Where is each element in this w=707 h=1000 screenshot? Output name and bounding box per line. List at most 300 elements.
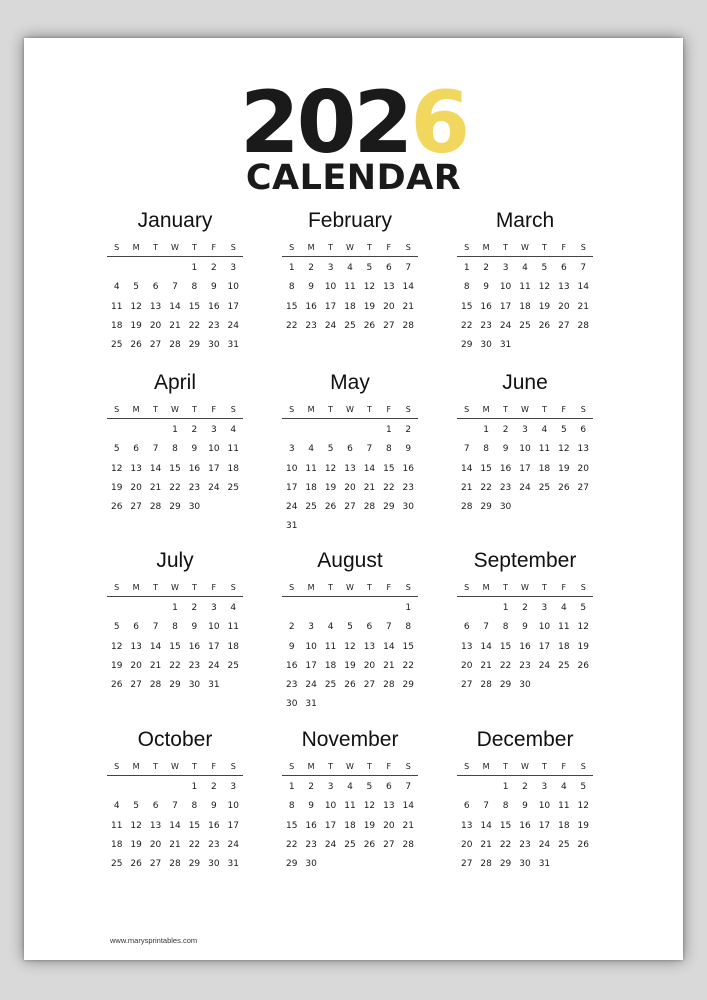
day-number: 22	[188, 839, 201, 850]
month-may	[282, 370, 418, 537]
empty-day-cell	[165, 259, 184, 278]
day-number: 23	[305, 320, 317, 331]
weekday-label: W	[521, 405, 529, 414]
weekday-label: S	[464, 762, 470, 771]
day-number: 26	[577, 839, 589, 850]
day-number: 18	[519, 301, 531, 312]
day-number: 13	[130, 641, 142, 652]
day-number: 31	[227, 340, 239, 351]
day-number: 19	[324, 482, 337, 493]
day-number: 25	[344, 839, 356, 850]
day-number: 11	[324, 641, 337, 652]
day-number: 14	[149, 463, 162, 474]
day-number: 23	[499, 482, 512, 493]
day-number: 15	[188, 301, 201, 312]
day-number: 11	[538, 444, 551, 455]
month-name: October	[137, 728, 213, 751]
empty-day-cell	[107, 599, 126, 618]
empty-day-cell	[146, 778, 165, 797]
month-august	[282, 548, 418, 715]
day-number: 24	[324, 320, 337, 331]
day-number: 14	[402, 801, 414, 812]
day-number: 6	[133, 444, 139, 455]
day-number: 29	[188, 340, 201, 351]
weekday-label: T	[153, 405, 158, 414]
weekday-label: S	[230, 583, 236, 592]
day-number: 16	[285, 660, 298, 671]
day-number: 21	[169, 320, 181, 331]
day-number: 6	[347, 444, 353, 455]
month-february	[282, 208, 418, 336]
day-number: 26	[110, 502, 123, 513]
day-number: 19	[344, 660, 356, 671]
day-number: 31	[285, 521, 298, 532]
day-number: 3	[541, 603, 548, 613]
weekday-header	[107, 759, 243, 776]
day-number: 21	[149, 660, 162, 671]
empty-day-cell	[301, 599, 320, 618]
day-number: 4	[327, 622, 334, 633]
day-number: 27	[149, 340, 162, 351]
day-number: 10	[324, 282, 337, 293]
day-number: 3	[541, 782, 548, 792]
weekday-label: M	[132, 243, 140, 252]
day-number: 17	[499, 301, 512, 312]
day-number: 8	[288, 801, 295, 812]
weekday-label: F	[211, 243, 217, 252]
weekday-label: F	[211, 583, 217, 592]
day-number: 24	[499, 320, 512, 331]
day-number: 5	[113, 622, 120, 633]
day-number: 12	[130, 820, 142, 831]
weekday-header	[107, 240, 243, 257]
month-november	[282, 727, 418, 874]
day-number: 29	[383, 502, 395, 513]
day-number: 9	[308, 801, 314, 812]
day-number: 27	[130, 680, 142, 691]
weekday-label: S	[289, 583, 295, 592]
weekday-label: S	[230, 762, 236, 771]
weekday-label: S	[464, 405, 470, 414]
weekday-label: T	[366, 243, 372, 252]
weekday-label: W	[521, 762, 529, 771]
day-grid	[457, 599, 593, 695]
day-number: 7	[172, 282, 178, 293]
day-number: 9	[308, 282, 314, 293]
weekday-header	[457, 759, 593, 776]
footer-website: www.marysprintables.com	[110, 936, 198, 945]
empty-day-cell	[126, 599, 145, 618]
day-grid	[282, 599, 418, 715]
day-number: 28	[577, 320, 589, 331]
weekday-label: T	[328, 405, 333, 414]
day-number: 25	[110, 340, 123, 351]
weekday-label: M	[307, 243, 315, 252]
day-number: 1	[385, 425, 392, 435]
day-number: 28	[169, 859, 181, 870]
day-number: 21	[149, 482, 162, 493]
empty-day-cell	[146, 421, 165, 440]
day-number: 24	[538, 660, 551, 671]
day-number: 5	[133, 801, 139, 812]
year-digits: 202	[239, 73, 411, 173]
empty-day-cell	[360, 421, 379, 440]
weekday-label: T	[191, 243, 197, 252]
day-number: 9	[210, 801, 217, 812]
day-number: 17	[285, 482, 298, 493]
empty-day-cell	[165, 778, 184, 797]
day-number: 4	[560, 782, 567, 792]
weekday-label: T	[328, 762, 333, 771]
day-number: 19	[363, 301, 376, 312]
day-number: 29	[169, 680, 181, 691]
weekday-label: W	[171, 762, 179, 771]
day-grid	[107, 421, 243, 517]
day-number: 13	[344, 463, 356, 474]
weekday-label: S	[580, 243, 586, 252]
weekday-label: S	[580, 583, 586, 592]
day-number: 2	[210, 263, 217, 273]
weekday-label: F	[386, 762, 392, 771]
weekday-header	[107, 402, 243, 419]
day-number: 1	[483, 425, 489, 435]
empty-day-cell	[301, 421, 320, 440]
day-number: 5	[580, 782, 587, 792]
weekday-header	[457, 580, 593, 597]
day-number: 9	[191, 444, 198, 455]
empty-day-cell	[146, 599, 165, 618]
day-number: 29	[460, 340, 473, 351]
day-number: 1	[172, 425, 178, 435]
weekday-label: M	[482, 762, 490, 771]
day-number: 20	[558, 301, 570, 312]
weekday-label: F	[386, 243, 392, 252]
day-number: 25	[324, 680, 337, 691]
day-number: 6	[560, 263, 567, 273]
day-number: 30	[402, 502, 414, 513]
day-number: 14	[577, 282, 589, 293]
day-number: 16	[499, 463, 512, 474]
day-number: 25	[227, 660, 239, 671]
weekday-label: F	[561, 405, 567, 414]
day-number: 27	[363, 680, 376, 691]
day-number: 4	[230, 425, 237, 435]
day-number: 10	[305, 641, 317, 652]
day-number: 25	[305, 502, 317, 513]
day-number: 18	[558, 641, 570, 652]
day-number: 5	[580, 603, 587, 613]
day-number: 21	[402, 301, 414, 312]
empty-day-cell	[107, 778, 126, 797]
day-number: 28	[480, 859, 492, 870]
day-number: 27	[130, 502, 142, 513]
day-number: 1	[463, 263, 470, 273]
day-number: 6	[385, 782, 392, 792]
weekday-label: W	[346, 243, 354, 252]
weekday-label: F	[211, 405, 217, 414]
day-number: 21	[383, 660, 395, 671]
day-number: 26	[130, 859, 142, 870]
weekday-label: F	[386, 405, 392, 414]
day-number: 22	[460, 320, 473, 331]
day-number: 20	[130, 482, 142, 493]
empty-day-cell	[146, 259, 165, 278]
empty-day-cell	[457, 599, 476, 618]
weekday-label: M	[132, 762, 140, 771]
day-number: 2	[308, 263, 314, 273]
weekday-label: M	[307, 583, 315, 592]
day-number: 8	[463, 282, 470, 293]
day-number: 4	[522, 263, 528, 273]
day-number: 28	[402, 839, 414, 850]
day-number: 14	[383, 641, 395, 652]
day-number: 9	[522, 801, 528, 812]
weekday-label: T	[191, 405, 197, 414]
day-grid	[282, 778, 418, 874]
day-number: 15	[499, 641, 512, 652]
day-grid	[107, 599, 243, 695]
day-number: 22	[480, 482, 492, 493]
day-number: 3	[230, 263, 237, 273]
weekday-label: F	[211, 762, 217, 771]
day-number: 9	[210, 282, 217, 293]
day-number: 8	[288, 282, 295, 293]
day-number: 6	[152, 282, 159, 293]
day-number: 21	[460, 482, 473, 493]
day-number: 16	[208, 820, 220, 831]
empty-day-cell	[457, 421, 476, 440]
weekday-label: W	[346, 405, 354, 414]
empty-day-cell	[107, 421, 126, 440]
day-number: 26	[344, 680, 356, 691]
day-number: 24	[538, 839, 551, 850]
day-number: 7	[483, 801, 489, 812]
day-number: 13	[383, 282, 395, 293]
day-number: 9	[191, 622, 198, 633]
day-number: 20	[460, 839, 473, 850]
day-number: 8	[191, 282, 198, 293]
day-number: 27	[383, 839, 395, 850]
empty-day-cell	[107, 259, 126, 278]
day-number: 19	[558, 463, 570, 474]
day-number: 27	[558, 320, 570, 331]
day-number: 5	[541, 263, 548, 273]
day-number: 20	[577, 463, 589, 474]
day-number: 4	[230, 603, 237, 613]
day-number: 19	[577, 820, 589, 831]
day-number: 19	[577, 641, 589, 652]
day-number: 12	[110, 463, 123, 474]
day-number: 29	[402, 680, 414, 691]
day-number: 14	[169, 301, 181, 312]
empty-day-cell	[321, 599, 340, 618]
day-number: 29	[169, 502, 181, 513]
empty-day-cell	[126, 778, 145, 797]
month-name: August	[317, 549, 383, 572]
day-grid	[457, 259, 593, 355]
weekday-header	[107, 580, 243, 597]
day-number: 4	[347, 782, 353, 792]
weekday-label: S	[580, 762, 586, 771]
day-number: 7	[152, 622, 159, 633]
day-number: 12	[577, 801, 589, 812]
day-number: 20	[383, 820, 395, 831]
month-october	[107, 727, 243, 874]
day-number: 11	[110, 820, 123, 831]
day-number: 8	[405, 622, 412, 633]
day-number: 7	[580, 263, 587, 273]
day-number: 12	[538, 282, 551, 293]
weekday-header	[457, 240, 593, 257]
weekday-label: S	[289, 405, 295, 414]
day-number: 3	[230, 782, 237, 792]
day-number: 13	[558, 282, 570, 293]
day-number: 15	[499, 820, 512, 831]
weekday-label: W	[171, 405, 179, 414]
day-number: 16	[519, 641, 531, 652]
day-number: 28	[402, 320, 414, 331]
day-number: 21	[480, 839, 492, 850]
month-name: February	[307, 209, 393, 232]
day-number: 30	[208, 859, 220, 870]
weekday-label: S	[230, 243, 236, 252]
day-number: 11	[558, 801, 570, 812]
day-number: 10	[499, 282, 512, 293]
day-number: 11	[110, 301, 123, 312]
month-june	[457, 370, 593, 517]
weekday-label: M	[482, 243, 490, 252]
day-number: 13	[460, 641, 473, 652]
day-number: 5	[113, 444, 120, 455]
day-number: 17	[324, 820, 337, 831]
day-number: 21	[577, 301, 589, 312]
empty-day-cell	[126, 421, 145, 440]
day-number: 15	[460, 301, 473, 312]
month-name: September	[473, 549, 577, 572]
day-number: 6	[463, 622, 470, 633]
day-number: 15	[188, 820, 201, 831]
day-number: 29	[499, 859, 512, 870]
day-number: 4	[113, 282, 120, 293]
day-number: 10	[227, 282, 239, 293]
empty-day-cell	[379, 599, 398, 618]
day-number: 12	[110, 641, 123, 652]
weekday-label: T	[503, 583, 508, 592]
day-number: 30	[305, 859, 317, 870]
day-number: 21	[402, 820, 414, 831]
day-number: 2	[522, 603, 528, 613]
day-number: 31	[227, 859, 239, 870]
day-number: 4	[308, 444, 314, 455]
day-number: 22	[169, 660, 181, 671]
weekday-label: S	[289, 762, 295, 771]
day-number: 31	[208, 680, 220, 691]
day-number: 8	[502, 801, 509, 812]
day-number: 16	[519, 820, 531, 831]
day-number: 10	[208, 444, 220, 455]
month-july	[107, 548, 243, 695]
day-number: 15	[402, 641, 414, 652]
day-number: 28	[460, 502, 473, 513]
month-december	[457, 727, 593, 874]
day-number: 13	[460, 820, 473, 831]
empty-day-cell	[340, 599, 359, 618]
day-number: 24	[305, 680, 317, 691]
day-number: 8	[483, 444, 489, 455]
weekday-label: T	[366, 583, 372, 592]
day-number: 8	[191, 801, 198, 812]
day-number: 11	[558, 622, 570, 633]
weekday-label: T	[503, 762, 508, 771]
empty-day-cell	[457, 778, 476, 797]
weekday-label: S	[114, 243, 120, 252]
day-number: 20	[383, 301, 395, 312]
day-number: 20	[149, 320, 162, 331]
weekday-label: T	[541, 762, 547, 771]
day-number: 28	[149, 502, 162, 513]
day-number: 17	[208, 641, 220, 652]
day-number: 25	[344, 320, 356, 331]
weekday-label: T	[328, 583, 333, 592]
month-name: January	[137, 209, 213, 232]
day-number: 22	[402, 660, 414, 671]
month-name: July	[156, 549, 194, 572]
day-number: 26	[577, 660, 589, 671]
weekday-label: S	[464, 583, 470, 592]
calendar-page	[24, 38, 683, 960]
day-number: 30	[499, 502, 512, 513]
day-number: 22	[285, 320, 298, 331]
weekday-label: M	[307, 405, 315, 414]
day-number: 17	[305, 660, 317, 671]
day-number: 30	[480, 340, 492, 351]
day-number: 7	[152, 444, 159, 455]
day-number: 30	[188, 502, 201, 513]
day-number: 31	[538, 859, 551, 870]
weekday-label: F	[561, 243, 567, 252]
month-march	[457, 208, 593, 355]
day-number: 17	[208, 463, 220, 474]
day-number: 5	[347, 622, 353, 633]
day-number: 11	[227, 622, 239, 633]
empty-day-cell	[282, 599, 301, 618]
day-number: 18	[227, 463, 239, 474]
month-september	[457, 548, 593, 695]
day-number: 16	[208, 301, 220, 312]
day-number: 1	[502, 603, 509, 613]
day-number: 25	[519, 320, 531, 331]
day-number: 18	[110, 839, 123, 850]
weekday-label: S	[114, 583, 120, 592]
day-number: 12	[577, 622, 589, 633]
weekday-label: S	[405, 405, 411, 414]
weekday-label: S	[230, 405, 236, 414]
day-number: 27	[383, 320, 395, 331]
day-number: 1	[191, 263, 198, 273]
day-grid	[457, 778, 593, 874]
month-name: March	[495, 209, 555, 232]
day-number: 8	[172, 444, 178, 455]
weekday-label: M	[307, 762, 315, 771]
empty-day-cell	[321, 421, 340, 440]
day-number: 26	[130, 340, 142, 351]
day-number: 10	[285, 463, 298, 474]
day-number: 31	[499, 340, 512, 351]
empty-day-cell	[476, 778, 495, 797]
weekday-label: S	[464, 243, 470, 252]
day-number: 26	[324, 502, 337, 513]
day-number: 18	[344, 301, 356, 312]
